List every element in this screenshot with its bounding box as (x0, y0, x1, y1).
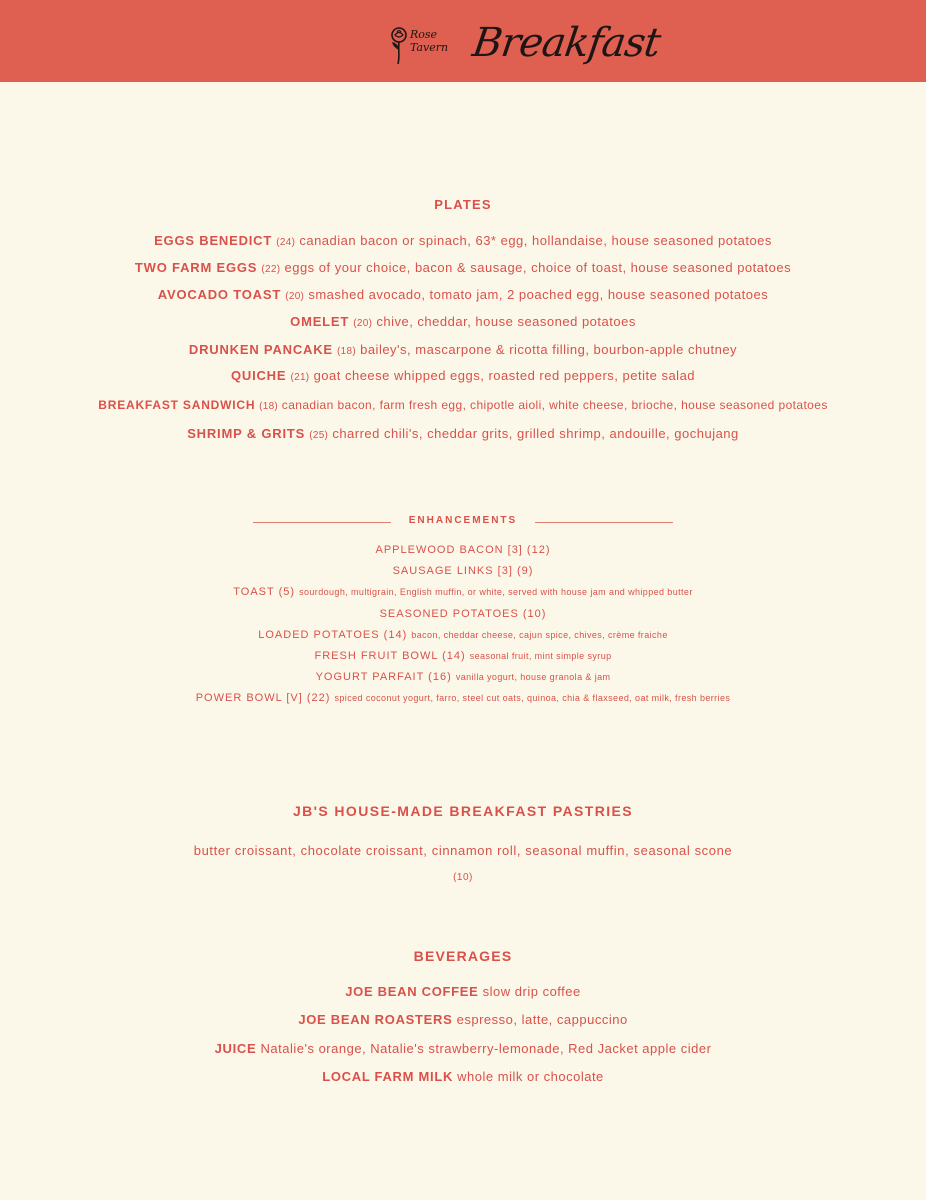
plate-name: BREAKFAST SANDWICH (98, 398, 256, 412)
enhancement-item (0, 565, 926, 577)
enhancement-item (0, 671, 926, 683)
plate-name: DRUNKEN PANCAKE (188, 342, 333, 357)
beverage-name: JOE BEAN ROASTERS (298, 1012, 453, 1027)
pastries-price: (10) (453, 872, 473, 883)
plate-name: SHRIMP & GRITS (187, 426, 306, 441)
plate-item (0, 260, 926, 275)
beverage-desc: whole milk or chocolate (457, 1069, 604, 1084)
plate-name: TWO FARM EGGS (134, 260, 258, 275)
plate-item (0, 368, 926, 383)
plates-title: PLATES (434, 197, 492, 212)
enhancement-name: YOGURT PARFAIT (16) (315, 671, 452, 683)
enhancement-name: FRESH FRUIT BOWL (14) (314, 650, 466, 662)
enhancement-item (0, 629, 926, 641)
beverage-desc: slow drip coffee (482, 984, 581, 999)
plate-desc: bailey's, mascarpone & ricotta filling, bourbon-apple chutney (360, 342, 738, 357)
plate-price: (20) (285, 291, 305, 302)
plate-item (0, 426, 926, 441)
plate-desc: canadian bacon, farm fresh egg, chipotle aioli, white cheese, brioche, house seasoned potatoes (281, 398, 828, 412)
logo-text (410, 28, 448, 54)
enhancement-desc: seasonal fruit, mint simple syrup (469, 651, 612, 661)
beverage-desc: Natalie's orange, Natalie's strawberry-lemonade, Red Jacket apple cider (260, 1041, 712, 1056)
plate-price: (22) (261, 264, 281, 275)
plate-price: (18) (259, 401, 279, 412)
enhancement-desc: spiced coconut yogurt, farro, steel cut oats, quinoa, chia & flaxseed, oat milk, fresh berries (334, 693, 731, 703)
beverage-item (0, 1069, 926, 1084)
enhancement-item (0, 692, 926, 704)
enhancement-name: LOADED POTATOES (14) (258, 629, 408, 641)
header-banner (0, 0, 926, 82)
beverage-item (0, 984, 926, 999)
logo-line-1: Rose (410, 28, 438, 41)
pastries-list: butter croissant, chocolate croissant, cinnamon roll, seasonal muffin, seasonal scone (193, 843, 733, 858)
enhancement-item (0, 544, 926, 556)
divider-right (535, 522, 673, 523)
pastries-title: JB'S HOUSE-MADE BREAKFAST PASTRIES (292, 803, 634, 819)
beverage-desc: espresso, latte, cappuccino (456, 1012, 628, 1027)
plate-item (0, 398, 926, 412)
enhancement-desc: vanilla yogurt, house granola & jam (455, 672, 611, 682)
enhancement-item (0, 586, 926, 598)
beverage-item (0, 1012, 926, 1027)
plate-desc: smashed avocado, tomato jam, 2 poached egg, house seasoned potatoes (308, 287, 769, 302)
plate-price: (20) (353, 318, 373, 329)
beverage-name: LOCAL FARM MILK (322, 1069, 454, 1084)
beverage-name: JOE BEAN COFFEE (345, 984, 479, 999)
plate-name: QUICHE (230, 368, 287, 383)
enhancement-name: SEASONED POTATOES (10) (379, 608, 547, 620)
page-title: Breakfast (469, 20, 663, 66)
plate-price: (25) (309, 430, 329, 441)
plate-item (0, 233, 926, 248)
enhancement-name: POWER BOWL [V] (22) (195, 692, 331, 704)
plate-desc: chive, cheddar, house seasoned potatoes (376, 314, 636, 329)
plate-name: AVOCADO TOAST (157, 287, 282, 302)
enhancements-title: ENHANCEMENTS (408, 515, 518, 526)
plate-price: (21) (290, 372, 310, 383)
enhancement-item (0, 608, 926, 620)
plate-price: (18) (336, 346, 356, 357)
plate-item (0, 342, 926, 357)
beverage-item (0, 1041, 926, 1056)
plate-name: OMELET (290, 314, 350, 329)
rose-icon (390, 26, 408, 66)
plate-item (0, 314, 926, 329)
enhancement-name: TOAST (5) (233, 586, 296, 598)
enhancement-desc: bacon, cheddar cheese, cajun spice, chives, crème fraiche (411, 630, 668, 640)
enhancements-header (253, 514, 673, 530)
plate-desc: charred chili's, cheddar grits, grilled shrimp, andouille, gochujang (332, 426, 739, 441)
enhancement-item (0, 650, 926, 662)
plate-desc: canadian bacon or spinach, 63* egg, hollandaise, house seasoned potatoes (299, 233, 772, 248)
logo-line-2: Tavern (410, 41, 449, 54)
plate-desc: goat cheese whipped eggs, roasted red peppers, petite salad (313, 368, 696, 383)
enhancement-desc: sourdough, multigrain, English muffin, or white, served with house jam and whipped butter (299, 587, 693, 597)
enhancement-name: SAUSAGE LINKS [3] (9) (392, 565, 534, 577)
enhancement-name: APPLEWOOD BACON [3] (12) (375, 544, 551, 556)
plate-name: EGGS BENEDICT (154, 233, 273, 248)
plate-price: (24) (276, 237, 296, 248)
beverage-name: JUICE (214, 1041, 257, 1056)
rose-tavern-logo (390, 24, 460, 70)
beverages-title: BEVERAGES (413, 948, 513, 964)
plate-item (0, 287, 926, 302)
plate-desc: eggs of your choice, bacon & sausage, choice of toast, house seasoned potatoes (284, 260, 792, 275)
